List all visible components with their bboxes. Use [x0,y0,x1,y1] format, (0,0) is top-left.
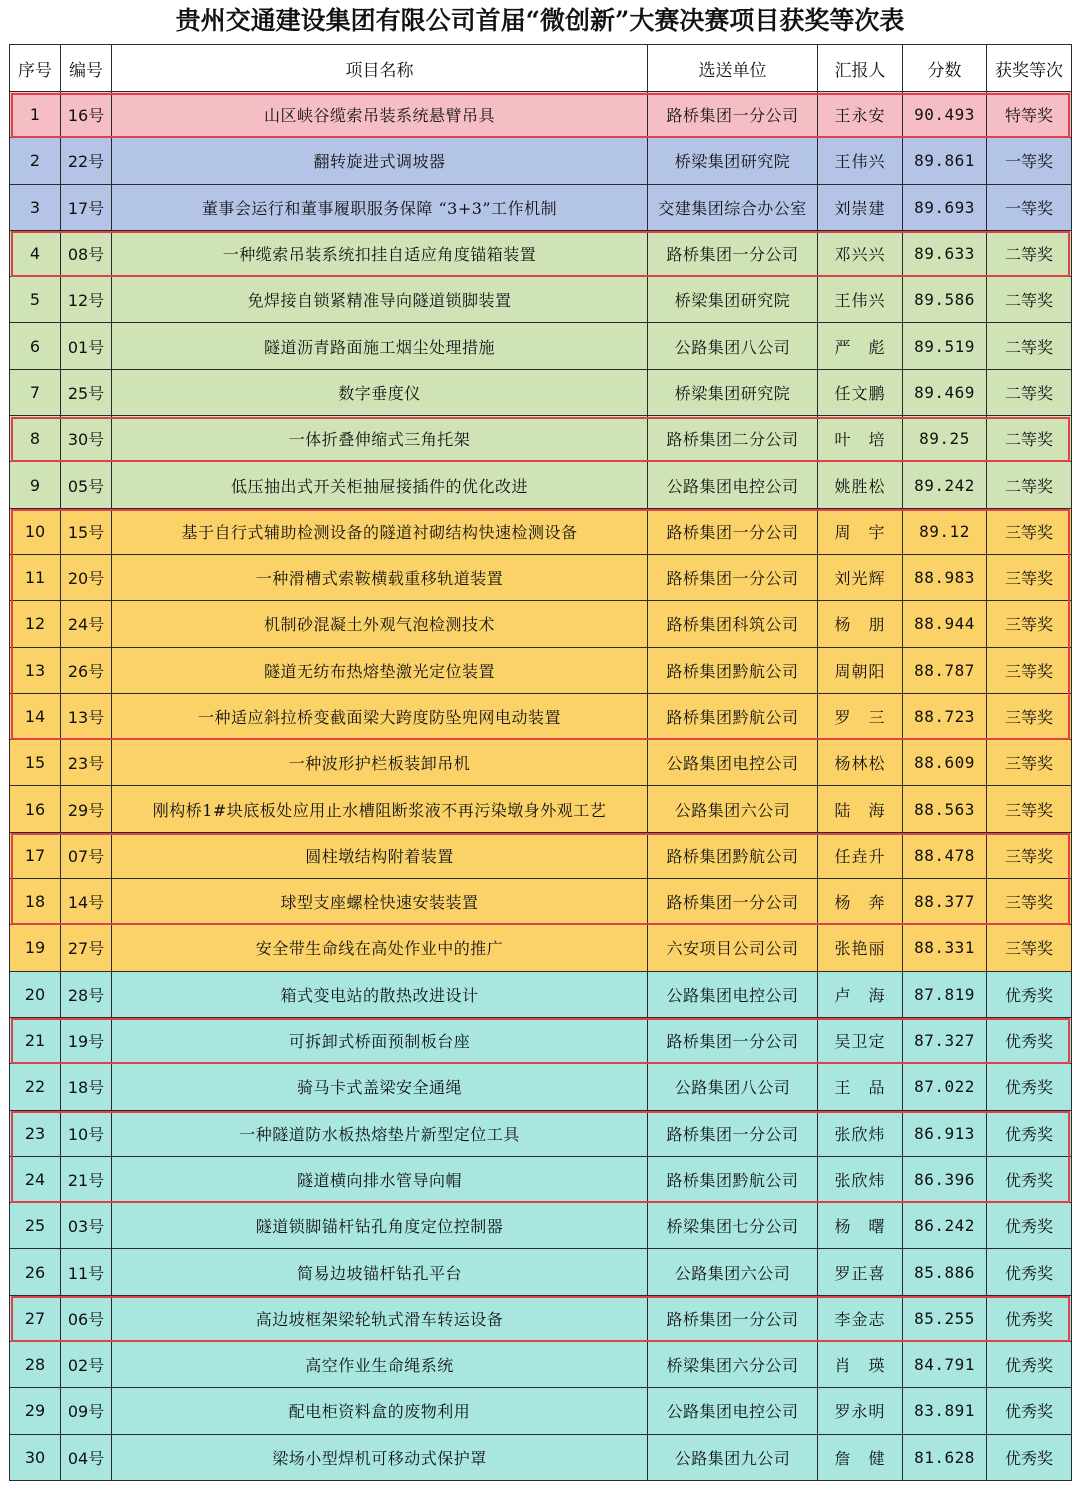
row-unit: 桥梁集团研究院 [648,369,818,415]
row-award: 优秀奖 [987,1203,1072,1249]
table-row [10,1342,1072,1388]
row-award: 三等奖 [987,786,1072,832]
table-row [10,138,1072,184]
row-project-name: 一种缆索吊装系统扣挂自适应角度锚箱装置 [112,230,648,276]
row-award: 三等奖 [987,879,1072,925]
row-award: 三等奖 [987,832,1072,878]
row-score: 88.609 [903,740,987,786]
row-index: 18 [10,879,61,925]
table-row [10,416,1072,462]
row-index: 20 [10,971,61,1017]
row-unit: 路桥集团一分公司 [648,230,818,276]
row-code: 25号 [61,369,112,415]
row-code: 02号 [61,1342,112,1388]
row-project-name: 一种波形护栏板装卸吊机 [112,740,648,786]
row-unit: 桥梁集团七分公司 [648,1203,818,1249]
row-unit: 六安项目公司公司 [648,925,818,971]
row-project-name: 箱式变电站的散热改进设计 [112,971,648,1017]
row-project-name: 圆柱墩结构附着装置 [112,832,648,878]
row-code: 10号 [61,1110,112,1156]
row-index: 4 [10,230,61,276]
table-row [10,925,1072,971]
row-reporter: 任垚升 [818,832,903,878]
row-award: 优秀奖 [987,1434,1072,1480]
row-award: 三等奖 [987,925,1072,971]
row-code: 21号 [61,1156,112,1202]
row-index: 11 [10,554,61,600]
row-unit: 桥梁集团研究院 [648,138,818,184]
row-code: 29号 [61,786,112,832]
table-row [10,971,1072,1017]
row-code: 16号 [61,92,112,138]
row-award: 二等奖 [987,369,1072,415]
row-reporter: 罗永明 [818,1388,903,1434]
row-index: 23 [10,1110,61,1156]
row-project-name: 董事会运行和董事履职服务保障 “3+3”工作机制 [112,184,648,230]
row-score: 86.913 [903,1110,987,1156]
table-row [10,462,1072,508]
row-unit: 路桥集团一分公司 [648,879,818,925]
row-award: 优秀奖 [987,1342,1072,1388]
row-score: 89.861 [903,138,987,184]
row-code: 05号 [61,462,112,508]
row-code: 11号 [61,1249,112,1295]
row-unit: 路桥集团一分公司 [648,1017,818,1063]
row-reporter: 杨 曙 [818,1203,903,1249]
row-project-name: 一体折叠伸缩式三角托架 [112,416,648,462]
row-reporter: 刘光辉 [818,554,903,600]
table-row [10,1110,1072,1156]
row-reporter: 肖 瑛 [818,1342,903,1388]
row-score: 89.12 [903,508,987,554]
row-index: 21 [10,1017,61,1063]
row-index: 29 [10,1388,61,1434]
row-index: 2 [10,138,61,184]
row-score: 89.25 [903,416,987,462]
row-unit: 路桥集团黔航公司 [648,832,818,878]
row-code: 12号 [61,277,112,323]
row-reporter: 杨 朋 [818,601,903,647]
row-code: 24号 [61,601,112,647]
row-reporter: 李金志 [818,1295,903,1341]
row-index: 19 [10,925,61,971]
row-index: 6 [10,323,61,369]
row-reporter: 周朝阳 [818,647,903,693]
row-score: 87.327 [903,1017,987,1063]
table-row [10,1388,1072,1434]
row-project-name: 球型支座螺栓快速安装装置 [112,879,648,925]
row-unit: 桥梁集团研究院 [648,277,818,323]
header-unit: 选送单位 [648,45,818,92]
row-reporter: 严 彪 [818,323,903,369]
row-award: 优秀奖 [987,1156,1072,1202]
row-award: 二等奖 [987,462,1072,508]
row-project-name: 隧道锁脚锚杆钻孔角度定位控制器 [112,1203,648,1249]
row-award: 二等奖 [987,416,1072,462]
row-index: 27 [10,1295,61,1341]
row-unit: 路桥集团黔航公司 [648,647,818,693]
row-index: 13 [10,647,61,693]
table-row [10,323,1072,369]
row-code: 13号 [61,693,112,739]
row-code: 09号 [61,1388,112,1434]
row-score: 88.723 [903,693,987,739]
row-reporter: 姚胜松 [818,462,903,508]
row-project-name: 高边坡框架梁轮轨式滑车转运设备 [112,1295,648,1341]
table-row [10,1017,1072,1063]
row-code: 07号 [61,832,112,878]
row-unit: 公路集团电控公司 [648,462,818,508]
row-code: 18号 [61,1064,112,1110]
row-index: 7 [10,369,61,415]
row-score: 85.886 [903,1249,987,1295]
row-project-name: 一种适应斜拉桥变截面梁大跨度防坠兜网电动装置 [112,693,648,739]
row-reporter: 张欣炜 [818,1110,903,1156]
header-reporter: 汇报人 [818,45,903,92]
row-reporter: 罗 三 [818,693,903,739]
table-row [10,369,1072,415]
row-project-name: 刚构桥1#块底板处应用止水槽阻断浆液不再污染墩身外观工艺 [112,786,648,832]
row-score: 89.469 [903,369,987,415]
award-table [9,44,1072,1481]
row-code: 30号 [61,416,112,462]
table-row [10,601,1072,647]
row-reporter: 任文鹏 [818,369,903,415]
row-unit: 公路集团电控公司 [648,1388,818,1434]
row-reporter: 邓兴兴 [818,230,903,276]
row-project-name: 一种滑槽式索鞍横载重移轨道装置 [112,554,648,600]
row-project-name: 高空作业生命绳系统 [112,1342,648,1388]
row-score: 88.787 [903,647,987,693]
row-score: 89.693 [903,184,987,230]
row-score: 86.242 [903,1203,987,1249]
row-code: 17号 [61,184,112,230]
row-score: 84.791 [903,1342,987,1388]
row-award: 二等奖 [987,277,1072,323]
row-award: 二等奖 [987,323,1072,369]
row-code: 22号 [61,138,112,184]
header-code: 编号 [61,45,112,92]
row-score: 85.255 [903,1295,987,1341]
row-code: 01号 [61,323,112,369]
row-index: 30 [10,1434,61,1480]
row-reporter: 王伟兴 [818,277,903,323]
row-unit: 公路集团电控公司 [648,740,818,786]
row-code: 27号 [61,925,112,971]
row-unit: 路桥集团二分公司 [648,416,818,462]
row-award: 一等奖 [987,138,1072,184]
row-reporter: 卢 海 [818,971,903,1017]
row-code: 08号 [61,230,112,276]
row-award: 三等奖 [987,601,1072,647]
table-row [10,554,1072,600]
row-unit: 公路集团六公司 [648,1249,818,1295]
row-code: 06号 [61,1295,112,1341]
row-reporter: 周 宇 [818,508,903,554]
row-code: 23号 [61,740,112,786]
table-row [10,879,1072,925]
row-unit: 路桥集团黔航公司 [648,693,818,739]
table-row [10,786,1072,832]
row-award: 二等奖 [987,230,1072,276]
row-reporter: 陆 海 [818,786,903,832]
row-score: 87.022 [903,1064,987,1110]
row-index: 28 [10,1342,61,1388]
table-title: 贵州交通建设集团有限公司首届“微创新”大赛决赛项目获奖等次表 [175,6,905,35]
table-row [10,647,1072,693]
row-project-name: 隧道无纺布热熔垫激光定位装置 [112,647,648,693]
row-code: 14号 [61,879,112,925]
row-score: 88.983 [903,554,987,600]
row-project-name: 隧道沥青路面施工烟尘处理措施 [112,323,648,369]
row-reporter: 叶 培 [818,416,903,462]
row-index: 17 [10,832,61,878]
row-index: 9 [10,462,61,508]
table-row [10,1434,1072,1480]
row-code: 15号 [61,508,112,554]
row-unit: 路桥集团一分公司 [648,1110,818,1156]
row-index: 16 [10,786,61,832]
row-award: 优秀奖 [987,1388,1072,1434]
row-index: 14 [10,693,61,739]
row-index: 5 [10,277,61,323]
row-award: 优秀奖 [987,1064,1072,1110]
row-unit: 交建集团综合办公室 [648,184,818,230]
header-project-name: 项目名称 [112,45,648,92]
row-score: 88.944 [903,601,987,647]
row-reporter: 王永安 [818,92,903,138]
row-reporter: 吴卫定 [818,1017,903,1063]
row-code: 04号 [61,1434,112,1480]
header-index: 序号 [10,45,61,92]
row-award: 优秀奖 [987,1249,1072,1295]
table-row [10,832,1072,878]
row-award: 优秀奖 [987,1110,1072,1156]
row-award: 三等奖 [987,554,1072,600]
row-award: 一等奖 [987,184,1072,230]
table-row [10,1064,1072,1110]
row-index: 8 [10,416,61,462]
header-score: 分数 [903,45,987,92]
row-project-name: 基于自行式辅助检测设备的隧道衬砌结构快速检测设备 [112,508,648,554]
row-index: 24 [10,1156,61,1202]
row-score: 86.396 [903,1156,987,1202]
row-code: 03号 [61,1203,112,1249]
row-project-name: 隧道横向排水管导向帽 [112,1156,648,1202]
row-unit: 路桥集团一分公司 [648,554,818,600]
table-row [10,1156,1072,1202]
row-reporter: 詹 健 [818,1434,903,1480]
row-index: 26 [10,1249,61,1295]
row-score: 88.377 [903,879,987,925]
row-score: 89.519 [903,323,987,369]
row-reporter: 刘崇建 [818,184,903,230]
row-score: 89.586 [903,277,987,323]
row-index: 15 [10,740,61,786]
row-index: 10 [10,508,61,554]
row-project-name: 配电柜资料盒的废物利用 [112,1388,648,1434]
row-score: 88.563 [903,786,987,832]
row-code: 19号 [61,1017,112,1063]
row-reporter: 张艳丽 [818,925,903,971]
row-project-name: 可拆卸式桥面预制板台座 [112,1017,648,1063]
row-project-name: 简易边坡锚杆钻孔平台 [112,1249,648,1295]
table-row [10,740,1072,786]
table-row [10,184,1072,230]
row-index: 12 [10,601,61,647]
row-award: 三等奖 [987,647,1072,693]
table-row [10,92,1072,138]
row-unit: 公路集团八公司 [648,1064,818,1110]
row-score: 88.331 [903,925,987,971]
header-award: 获奖等次 [987,45,1072,92]
row-project-name: 翻转旋进式调坡器 [112,138,648,184]
row-index: 1 [10,92,61,138]
table-row [10,508,1072,554]
table-row [10,1249,1072,1295]
row-score: 81.628 [903,1434,987,1480]
row-index: 25 [10,1203,61,1249]
row-unit: 公路集团八公司 [648,323,818,369]
row-unit: 路桥集团一分公司 [648,508,818,554]
row-code: 26号 [61,647,112,693]
row-award: 三等奖 [987,693,1072,739]
row-project-name: 骑马卡式盖梁安全通绳 [112,1064,648,1110]
row-unit: 路桥集团科筑公司 [648,601,818,647]
row-score: 83.891 [903,1388,987,1434]
row-award: 三等奖 [987,508,1072,554]
row-score: 87.819 [903,971,987,1017]
row-index: 22 [10,1064,61,1110]
table-row [10,693,1072,739]
row-unit: 路桥集团一分公司 [648,92,818,138]
row-project-name: 数字垂度仪 [112,369,648,415]
row-index: 3 [10,184,61,230]
row-project-name: 一种隧道防水板热熔垫片新型定位工具 [112,1110,648,1156]
row-project-name: 梁场小型焊机可移动式保护罩 [112,1434,648,1480]
row-project-name: 机制砂混凝土外观气泡检测技术 [112,601,648,647]
row-score: 88.478 [903,832,987,878]
row-score: 89.633 [903,230,987,276]
row-award: 三等奖 [987,740,1072,786]
row-unit: 路桥集团一分公司 [648,1295,818,1341]
row-project-name: 安全带生命线在高处作业中的推广 [112,925,648,971]
row-award: 优秀奖 [987,971,1072,1017]
row-project-name: 低压抽出式开关柜抽屉接插件的优化改进 [112,462,648,508]
table-row [10,1203,1072,1249]
table-row [10,1295,1072,1341]
row-reporter: 张欣炜 [818,1156,903,1202]
row-reporter: 王伟兴 [818,138,903,184]
row-unit: 公路集团六公司 [648,786,818,832]
table-row [10,277,1072,323]
table-row [10,230,1072,276]
row-unit: 路桥集团黔航公司 [648,1156,818,1202]
row-project-name: 免焊接自锁紧精准导向隧道锁脚装置 [112,277,648,323]
row-code: 28号 [61,971,112,1017]
header-row [10,45,1072,92]
row-award: 优秀奖 [987,1295,1072,1341]
row-score: 90.493 [903,92,987,138]
row-unit: 桥梁集团六分公司 [648,1342,818,1388]
row-unit: 公路集团九公司 [648,1434,818,1480]
row-code: 20号 [61,554,112,600]
row-reporter: 王 品 [818,1064,903,1110]
row-unit: 公路集团电控公司 [648,971,818,1017]
row-score: 89.242 [903,462,987,508]
row-reporter: 罗正喜 [818,1249,903,1295]
row-project-name: 山区峡谷缆索吊装系统悬臂吊具 [112,92,648,138]
row-reporter: 杨 奔 [818,879,903,925]
row-award: 优秀奖 [987,1017,1072,1063]
row-award: 特等奖 [987,92,1072,138]
row-reporter: 杨林松 [818,740,903,786]
